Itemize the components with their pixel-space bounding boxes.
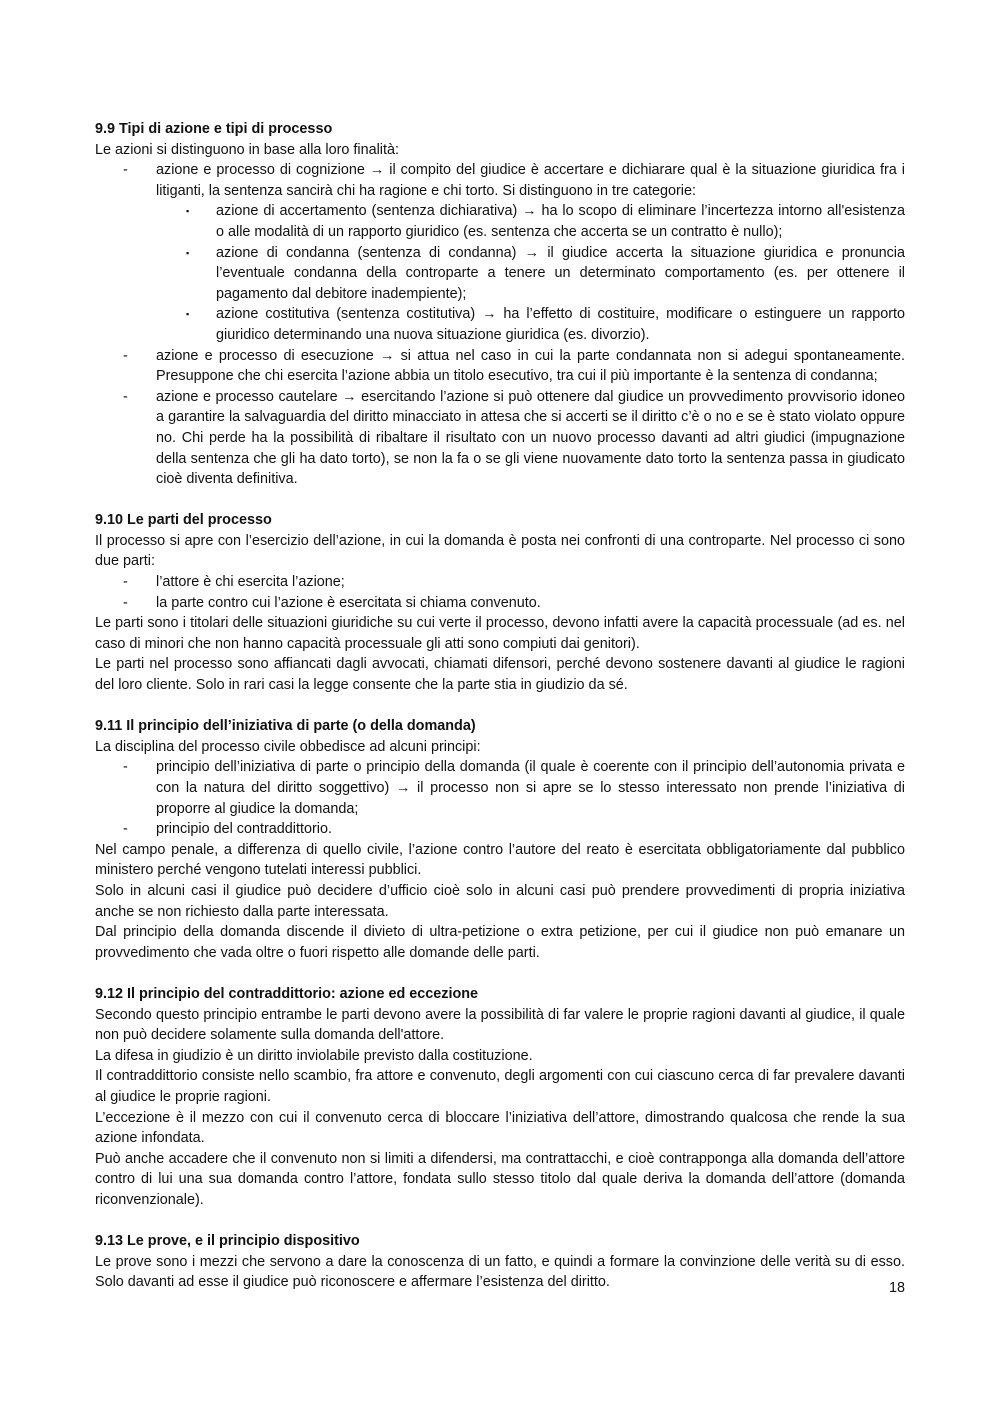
paragraph: Le prove sono i mezzi che servono a dare la conoscenza di un fatto, e quindi a formare la convinzione delle verità su di esso. Solo davanti ad esse il giudice può riconoscere e affermare l’esistenza del diritto.: [95, 1253, 905, 1291]
square-bullet-icon: ▪: [186, 309, 190, 320]
section-heading-9-13: 9.13 Le prove, e il principio dispositivo: [95, 1233, 360, 1250]
list-item-text: azione e processo di esecuzione → si attua nel caso in cui la parte condannata non si adegui spontaneamente. Presuppone che chi esercita l’azione abbia un titolo esecutivo, tra cui il più importante è la sentenza di condanna;: [156, 347, 905, 385]
paragraph: Può anche accadere che il convenuto non si limiti a difendersi, ma contrattacchi, e cioè contrapponga alla domanda dell’attore contro di lui una sua domanda contro l’attore, fondata sullo stesso titolo dal quale deriva la domanda dell’attore (domanda riconvenzionale).: [95, 1150, 905, 1208]
list-item: [95, 819, 905, 840]
document-page: [95, 119, 905, 1293]
parties-list: [95, 572, 905, 613]
paragraph: Nel campo penale, a differenza di quello civile, l’azione contro l’autore del reato è esercitata obbligatoriamente dal pubblico ministero perché vengono tutelati interessi pubblici.: [95, 841, 905, 879]
section-heading-9-10: 9.10 Le parti del processo: [95, 512, 272, 529]
list-item: [95, 572, 905, 593]
list-item-text: azione e processo di cognizione → il compito del giudice è accertare e dichiarare qual è la situazione giuridica fra i litiganti, la sentenza sancirà chi ha ragione e chi torto. Si distinguono in tre categorie:: [156, 162, 905, 199]
sublist-item-text: azione di condanna (sentenza di condanna) → il giudice accerta la situazione giuridica e pronuncia l’eventuale condanna della controparte a tenere un determinato comportamento (es. per ottenere il pagamento dal debitore inadempiente);: [216, 244, 905, 302]
sublist-item: [156, 201, 905, 242]
list-item: [95, 593, 905, 614]
square-bullet-icon: ▪: [186, 247, 190, 258]
section-intro-9-10: Il processo si apre con l’esercizio dell’azione, in cui la domanda è posta nei confronti di una controparte. Nel processo ci sono due parti:: [95, 532, 905, 570]
paragraph: Le parti sono i titolari delle situazioni giuridiche su cui verte il processo, devono infatti avere la capacità processuale (ad es. nel caso di minori che non hanno capacità processuale gli atti sono compiuti dai genitori).: [95, 615, 905, 652]
dash-marker: -: [123, 821, 128, 838]
dash-marker: -: [123, 388, 128, 405]
cognition-subtypes-list: [156, 201, 905, 345]
list-item-text: la parte contro cui l’azione è esercitata si chiama convenuto.: [156, 594, 541, 611]
dash-marker: -: [123, 574, 128, 591]
principles-list: [95, 757, 905, 839]
paragraph: Solo in alcuni casi il giudice può decidere d’ufficio cioè solo in alcuni casi può prendere provvedimenti di propria iniziativa anche se non richiesto dalla parte interessata.: [95, 882, 905, 920]
section-heading-9-11: 9.11 Il principio dell’iniziativa di parte (o della domanda): [95, 718, 476, 735]
list-item: [95, 160, 905, 345]
section-heading-9-9: 9.9 Tipi di azione e tipi di processo: [95, 121, 333, 137]
sublist-item-text: azione di accertamento (sentenza dichiarativa) → ha lo scopo di eliminare l’incertezza intorno all'esistenza o alle modalità di un rapporto giuridico (es. sentenza che accerta se un contratto è nullo);: [216, 203, 905, 240]
paragraph: La difesa in giudizio è un diritto inviolabile previsto dalla costituzione.: [95, 1047, 533, 1064]
paragraph: L’eccezione è il mezzo con cui il convenuto cerca di bloccare l’iniziativa dell’attore, dimostrando qualcosa che rende la sua azione infondata.: [95, 1109, 905, 1147]
dash-marker: -: [123, 759, 128, 776]
paragraph: Dal principio della domanda discende il divieto di ultra-petizione o extra petizione, per cui il giudice non può emanare un provvedimento che vada oltre o fuori rispetto alle domande delle parti.: [95, 924, 905, 961]
paragraph: Le parti nel processo sono affiancati dagli avvocati, chiamati difensori, perché devono sostenere davanti al giudice le ragioni del loro cliente. Solo in rari casi la legge consente che la parte stia in giudizio da sé.: [95, 656, 905, 694]
paragraph: Secondo questo principio entrambe le parti devono avere la possibilità di far valere le proprie ragioni davanti al giudice, il quale non può decidere solamente sulla domanda dell'attore.: [95, 1006, 905, 1044]
section-intro-9-9: Le azioni si distinguono in base alla loro finalità:: [95, 141, 399, 158]
list-item-text: principio dell’iniziativa di parte o principio della domanda (il quale è coerente con il principio dell’autonomia privata e con la natura del diritto soggettivo) → il processo non si apre se lo stesso interessato non prende l’iniziativa di proporre al giudice la domanda;: [156, 759, 905, 817]
list-item: [95, 346, 905, 387]
section-heading-9-12: 9.12 Il principio del contraddittorio: azione ed eccezione: [95, 985, 479, 1002]
sublist-item-text: azione costitutiva (sentenza costitutiva) → ha l’effetto di costituire, modificare o estinguere un rapporto giuridico determinando una nuova situazione giuridica (es. divorzio).: [216, 306, 905, 343]
dash-marker: -: [123, 594, 128, 611]
dash-marker: -: [123, 162, 128, 179]
sublist-item: [156, 243, 905, 305]
square-bullet-icon: ▪: [186, 206, 190, 217]
paragraph: Il contraddittorio consiste nello scambio, fra attore e convenuto, degli argomenti con cui ciascuno cerca di far prevalere davanti al giudice le proprie ragioni.: [95, 1068, 905, 1105]
list-item-text: l’attore è chi esercita l’azione;: [156, 574, 345, 591]
list-item: [95, 757, 905, 819]
list-item-text: principio del contraddittorio.: [156, 821, 332, 838]
list-item: [95, 387, 905, 490]
page-number: 18: [888, 1280, 905, 1296]
dash-marker: -: [123, 347, 128, 364]
list-item-text: azione e processo cautelare → esercitando l’azione si può ottenere dal giudice un provvedimento provvisorio idoneo a garantire la salvaguardia del diritto minacciato in attesa che si accerti se il diritto c’è o no e se è stato violato oppure no. Chi perde ha la possibilità di ribaltare il risultato con un nuovo processo davanti ad altri giudici (impugnazione della sentenza che gli ha dato torto), se non la fa o se gli viene nuovamente dato torto la sentenza passa in giudicato cioè diventa definitiva.: [156, 388, 905, 488]
section-intro-9-11: La disciplina del processo civile obbedisce ad alcuni principi:: [95, 738, 481, 755]
action-types-list: [95, 160, 905, 490]
sublist-item: [156, 304, 905, 345]
